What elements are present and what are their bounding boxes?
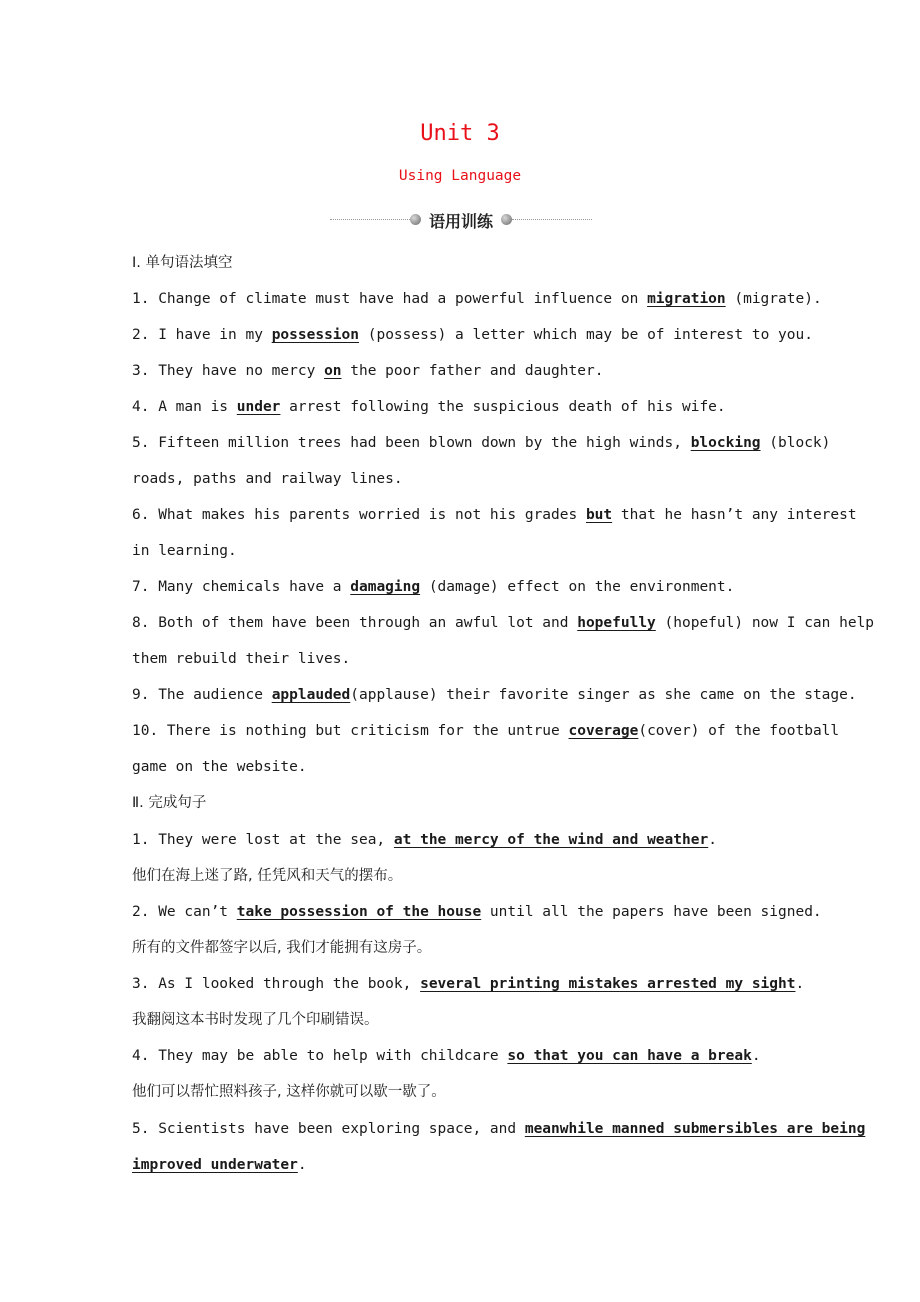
exercise-item: 5. Scientists have been exploring space, and meanwhile manned submersibles are being xyxy=(132,1121,866,1137)
exercise-item: 5. Fifteen million trees had been blown down by the high winds, blocking (block) xyxy=(132,435,831,451)
exercise-item: 7. Many chemicals have a damaging (damage) effect on the environment. xyxy=(132,579,735,595)
exercise-item: 9. The audience applauded(applause) their favorite singer as she came on the stage. xyxy=(132,687,857,703)
exercise-item-continued: in learning. xyxy=(132,543,237,559)
answer: migration xyxy=(647,291,726,307)
answer: damaging xyxy=(350,579,421,595)
answer: coverage xyxy=(568,723,639,739)
exercise-item: 2. I have in my possession (possess) a letter which may be of interest to you. xyxy=(132,327,813,343)
answer: at the mercy of the wind and weather xyxy=(393,832,709,848)
exercise-item: 1. They were lost at the sea, at the mercy of the wind and weather. xyxy=(132,832,717,848)
answer: meanwhile manned submersibles are being xyxy=(524,1121,866,1137)
section-heading-fill-in: Ⅰ. 单句语法填空 xyxy=(132,255,233,271)
exercise-item: 1. Change of climate must have had a powerful influence on migration (migrate). xyxy=(132,291,822,307)
bullet-dot-icon xyxy=(410,214,421,225)
exercise-item-continued: improved underwater. xyxy=(132,1157,307,1173)
answer: hopefully xyxy=(577,615,656,631)
answer: on xyxy=(324,363,342,379)
section-heading-complete-sentences: Ⅱ. 完成句子 xyxy=(132,795,207,811)
exercise-item: 3. As I looked through the book, several printing mistakes arrested my sight. xyxy=(132,976,805,992)
exercise-item: 2. We can’t take possession of the house until all the papers have been signed. xyxy=(132,904,822,920)
lesson-subtitle: Using Language xyxy=(398,168,522,184)
chinese-translation: 他们在海上迷了路, 任凭风和天气的摆布。 xyxy=(132,868,403,884)
answer: improved underwater xyxy=(132,1157,298,1173)
chinese-translation: 所有的文件都签字以后, 我们才能拥有这房子。 xyxy=(132,940,432,956)
banner-divider-right xyxy=(512,219,592,220)
answer: applauded xyxy=(271,687,351,703)
bullet-dot-icon xyxy=(501,214,512,225)
unit-title: Unit 3 xyxy=(420,121,500,146)
exercise-item: 8. Both of them have been through an awful lot and hopefully (hopeful) now I can help xyxy=(132,615,875,631)
section-banner xyxy=(330,208,592,232)
chinese-translation: 我翻阅这本书时发现了几个印刷错误。 xyxy=(132,1012,379,1028)
exercise-item: 10. There is nothing but criticism for the untrue coverage(cover) of the football xyxy=(132,723,840,739)
answer: possession xyxy=(271,327,359,343)
exercise-item-continued: them rebuild their lives. xyxy=(132,651,351,667)
exercise-item: 4. They may be able to help with childcare so that you can have a break. xyxy=(132,1048,761,1064)
answer: blocking xyxy=(690,435,761,451)
chinese-translation: 他们可以帮忙照料孩子, 这样你就可以歇一歇了。 xyxy=(132,1084,446,1100)
answer: so that you can have a break xyxy=(507,1048,752,1064)
exercise-item: 6. What makes his parents worried is not his grades but that he hasn’t any interest xyxy=(132,507,857,523)
answer: but xyxy=(585,507,613,523)
exercise-item: 4. A man is under arrest following the suspicious death of his wife. xyxy=(132,399,726,415)
banner-label: 语用训练 xyxy=(428,212,493,231)
answer: under xyxy=(236,399,281,415)
exercise-item: 3. They have no mercy on the poor father and daughter. xyxy=(132,363,604,379)
banner-divider-left xyxy=(330,219,410,220)
exercise-item-continued: game on the website. xyxy=(132,759,307,775)
answer: take possession of the house xyxy=(236,904,482,920)
exercise-item-continued: roads, paths and railway lines. xyxy=(132,471,403,487)
answer: several printing mistakes arrested my sight xyxy=(420,976,796,992)
